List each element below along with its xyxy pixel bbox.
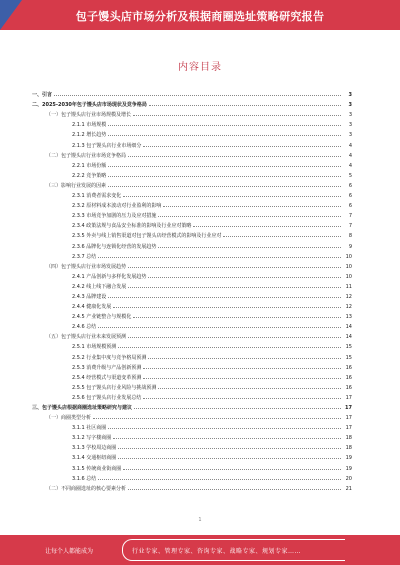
- toc-leader-dots: [108, 166, 341, 167]
- toc-entry[interactable]: [32, 270, 352, 280]
- toc-entry-page: 4: [348, 152, 352, 159]
- toc-leader-dots: [158, 388, 341, 389]
- toc-entry[interactable]: [32, 350, 352, 360]
- toc-leader-dots: [223, 236, 341, 237]
- toc-entry[interactable]: [32, 401, 352, 411]
- toc-entry[interactable]: [32, 98, 352, 108]
- toc-leader-dots: [108, 428, 341, 429]
- toc-entry-text: 2.5.6 包子馒头店行业发展总结: [72, 394, 142, 401]
- toc-entry-page: 19: [345, 465, 352, 472]
- toc-entry[interactable]: [32, 320, 352, 330]
- toc-heading: 内容目录: [178, 62, 222, 73]
- toc-leader-dots: [118, 448, 341, 449]
- toc-entry-text: 2.4.5 产业链整合与规模化: [72, 314, 132, 321]
- toc-entry[interactable]: [32, 310, 352, 320]
- toc-leader-dots: [118, 347, 341, 348]
- toc-entry-text: 2.3.6 品牌化与连锁化经营的发展趋势: [72, 243, 157, 250]
- report-title: 包子馒头店市场分析及根据商圈选址策略研究报告: [75, 10, 325, 23]
- toc-entry-text: 2.4.2 线上线下融合发展: [72, 283, 127, 290]
- toc-leader-dots: [123, 469, 341, 470]
- toc-entry-page: 3: [348, 102, 352, 109]
- report-header: [0, 0, 400, 30]
- toc-entry[interactable]: [32, 209, 352, 219]
- toc-entry-text: 2.3.4 政策法规与食品安全标准的影响及行业应对策略: [72, 223, 192, 230]
- toc-entry-text: 一、引言: [32, 92, 53, 99]
- toc-entry-text: （一）包子馒头店行业市场规模及增长: [46, 112, 132, 119]
- toc-leader-dots: [133, 317, 341, 318]
- toc-entry[interactable]: [32, 199, 352, 209]
- toc-entry-page: 18: [345, 435, 352, 442]
- toc-entry[interactable]: [32, 229, 352, 239]
- toc-entry-page: 18: [345, 445, 352, 452]
- toc-entry-text: （四）包子馒头店行业市场发展趋势: [46, 263, 127, 270]
- toc-entry-text: 2.5.1 市场规模预测: [72, 344, 117, 351]
- toc-entry[interactable]: [32, 411, 352, 421]
- toc-entry-page: 4: [348, 162, 352, 169]
- toc-leader-dots: [143, 378, 341, 379]
- toc-entry-text: 3.1.4 交通枢纽商圈: [72, 455, 117, 462]
- toc-entry-page: 6: [348, 182, 352, 189]
- toc-entry[interactable]: [32, 381, 352, 391]
- toc-entry[interactable]: [32, 421, 352, 431]
- toc-entry[interactable]: [32, 179, 352, 189]
- toc-entry[interactable]: [32, 219, 352, 229]
- toc-entry-text: （一）商圈类型分析: [46, 415, 92, 422]
- table-of-contents: [32, 88, 352, 492]
- toc-entry-page: 16: [345, 384, 352, 391]
- toc-entry-text: 2.4.3 品牌建设: [72, 293, 107, 300]
- toc-leader-dots: [149, 105, 341, 106]
- toc-entry-text: 2.1.1 市场规模: [72, 122, 107, 129]
- toc-entry-page: 17: [345, 425, 352, 432]
- toc-entry-page: 3: [348, 112, 352, 119]
- toc-entry-page: 20: [345, 475, 352, 482]
- toc-entry-text: 2.3.1 消费者需求变化: [72, 193, 122, 200]
- toc-entry-page: 16: [345, 374, 352, 381]
- toc-entry[interactable]: [32, 149, 352, 159]
- toc-entry-page: 9: [348, 243, 352, 250]
- toc-entry-text: 2.3.3 市场竞争加剧的压力及应对措施: [72, 213, 157, 220]
- toc-entry-text: 2.5.2 行业集中度与竞争格局预测: [72, 354, 147, 361]
- toc-entry-page: 10: [345, 253, 352, 260]
- toc-entry-page: 10: [345, 263, 352, 270]
- toc-entry-page: 4: [348, 142, 352, 149]
- toc-leader-dots: [108, 176, 341, 177]
- toc-entry-page: 6: [348, 193, 352, 200]
- toc-leader-dots: [148, 277, 341, 278]
- toc-leader-dots: [98, 327, 341, 328]
- toc-entry-page: 21: [345, 485, 352, 492]
- toc-entry[interactable]: [32, 441, 352, 451]
- toc-entry-page: 14: [345, 324, 352, 331]
- toc-entry-page: 10: [345, 273, 352, 280]
- toc-entry-page: 3: [348, 132, 352, 139]
- toc-leader-dots: [193, 226, 341, 227]
- toc-leader-dots: [113, 307, 341, 308]
- toc-entry-text: 2.2.2 竞争策略: [72, 172, 107, 179]
- toc-entry-page: 16: [345, 364, 352, 371]
- toc-leader-dots: [158, 247, 341, 248]
- toc-entry[interactable]: [32, 128, 352, 138]
- toc-entry-text: （五）包子馒头店行业未来发展预测: [46, 334, 127, 341]
- toc-leader-dots: [128, 337, 341, 338]
- toc-leader-dots: [133, 115, 341, 116]
- toc-entry-page: 3: [348, 122, 352, 129]
- toc-entry[interactable]: [32, 461, 352, 471]
- toc-entry-text: 2.5.3 消费升级与产品创新预测: [72, 364, 142, 371]
- toc-entry[interactable]: [32, 391, 352, 401]
- toc-entry-text: 3.1.6 总结: [72, 475, 97, 482]
- toc-entry-text: 3.1.5 传统商业街商圈: [72, 465, 122, 472]
- toc-entry[interactable]: [32, 361, 352, 371]
- toc-entry-text: 2.5.5 包子馒头店行业风险与挑战预测: [72, 384, 157, 391]
- toc-entry-page: 11: [345, 283, 352, 290]
- toc-entry[interactable]: [32, 239, 352, 249]
- toc-leader-dots: [163, 206, 341, 207]
- toc-leader-dots: [54, 95, 341, 96]
- toc-leader-dots: [98, 257, 341, 258]
- page-number: 1: [198, 517, 202, 523]
- toc-entry-page: 15: [345, 344, 352, 351]
- toc-entry-text: 2.1.3 包子馒头店行业市场细分: [72, 142, 142, 149]
- toc-entry[interactable]: [32, 118, 352, 128]
- toc-entry[interactable]: [32, 108, 352, 118]
- toc-leader-dots: [123, 196, 341, 197]
- toc-entry-page: 17: [345, 415, 352, 422]
- toc-entry-text: 2.4.6 总结: [72, 324, 97, 331]
- toc-leader-dots: [113, 438, 341, 439]
- toc-entry-text: 2.3.5 外卖与线上销售渠道对包子馒头店经营模式的影响及行业应对: [72, 233, 222, 240]
- toc-entry-page: 13: [345, 314, 352, 321]
- toc-entry-page: 15: [345, 354, 352, 361]
- toc-entry-text: 3.1.3 学校周边商圈: [72, 445, 117, 452]
- report-footer: [0, 535, 400, 565]
- toc-entry-page: 8: [348, 233, 352, 240]
- toc-entry-text: （二）包子馒头店行业市场竞争格局: [46, 152, 127, 159]
- toc-entry-text: 2.3.7 总结: [72, 253, 97, 260]
- toc-leader-dots: [108, 125, 341, 126]
- toc-entry[interactable]: [32, 189, 352, 199]
- toc-entry[interactable]: [32, 472, 352, 482]
- toc-entry[interactable]: [32, 290, 352, 300]
- toc-entry[interactable]: [32, 250, 352, 260]
- toc-leader-dots: [143, 368, 341, 369]
- toc-entry[interactable]: [32, 300, 352, 310]
- toc-entry-text: （三）影响行业发展的因素: [46, 182, 107, 189]
- toc-entry-page: 17: [345, 405, 352, 411]
- toc-entry-page: 12: [345, 293, 352, 300]
- toc-entry[interactable]: [32, 340, 352, 350]
- toc-entry[interactable]: [32, 88, 352, 98]
- toc-leader-dots: [158, 216, 341, 217]
- toc-entry[interactable]: [32, 280, 352, 290]
- toc-entry-page: 12: [345, 304, 352, 311]
- footer-roles: 行业专家、管理专家、咨询专家、战略专家、规划专家……: [132, 548, 302, 555]
- toc-entry[interactable]: [32, 451, 352, 461]
- toc-entry-text: （二）不同商圈选址的核心要素分析: [46, 485, 127, 492]
- toc-entry[interactable]: [32, 169, 352, 179]
- toc-leader-dots: [128, 287, 341, 288]
- toc-leader-dots: [128, 267, 341, 268]
- toc-leader-dots: [148, 358, 341, 359]
- toc-entry-text: 2.2.1 市场份额: [72, 162, 107, 169]
- toc-leader-dots: [143, 398, 341, 399]
- toc-leader-dots: [108, 135, 341, 136]
- toc-entry[interactable]: [32, 482, 352, 492]
- toc-entry-page: 5: [348, 172, 352, 179]
- toc-entry[interactable]: [32, 159, 352, 169]
- toc-entry-text: 2.5.4 经营模式与渠道变革预测: [72, 374, 142, 381]
- toc-entry-text: 二、2025-2030年包子馒头店市场现状及竞争格局: [32, 102, 147, 109]
- toc-entry[interactable]: [32, 260, 352, 270]
- toc-entry-page: 3: [348, 92, 352, 99]
- toc-leader-dots: [108, 186, 341, 187]
- toc-leader-dots: [143, 146, 341, 147]
- toc-entry-page: 7: [348, 223, 352, 230]
- toc-entry-page: 7: [348, 213, 352, 220]
- toc-leader-dots: [128, 156, 341, 157]
- toc-entry-page: 14: [345, 334, 352, 341]
- toc-entry-text: 3.1.2 写字楼商圈: [72, 435, 112, 442]
- toc-entry-text: 3.1.1 社区商圈: [72, 425, 107, 432]
- toc-leader-dots: [134, 408, 341, 409]
- toc-leader-dots: [93, 418, 341, 419]
- toc-entry[interactable]: [32, 431, 352, 441]
- toc-entry[interactable]: [32, 371, 352, 381]
- toc-leader-dots: [98, 479, 341, 480]
- toc-entry-text: 2.1.2 增长趋势: [72, 132, 107, 139]
- toc-entry-text: 2.4.1 产品创新与多样化发展趋势: [72, 273, 147, 280]
- toc-entry[interactable]: [32, 138, 352, 148]
- toc-entry-page: 17: [345, 394, 352, 401]
- toc-entry-text: 2.3.2 原材料成本波动对行业盈利的影响: [72, 203, 162, 210]
- footer-slogan: 让每个人都能成为: [45, 548, 94, 555]
- toc-leader-dots: [118, 458, 341, 459]
- toc-entry-text: 三、包子馒头店根据商圈选址策略研究与建议: [32, 405, 133, 411]
- toc-leader-dots: [128, 489, 341, 490]
- toc-leader-dots: [108, 297, 341, 298]
- toc-entry-text: 2.4.4 健康化发展: [72, 304, 112, 311]
- toc-entry-page: 19: [345, 455, 352, 462]
- toc-entry-page: 6: [348, 203, 352, 210]
- toc-entry[interactable]: [32, 330, 352, 340]
